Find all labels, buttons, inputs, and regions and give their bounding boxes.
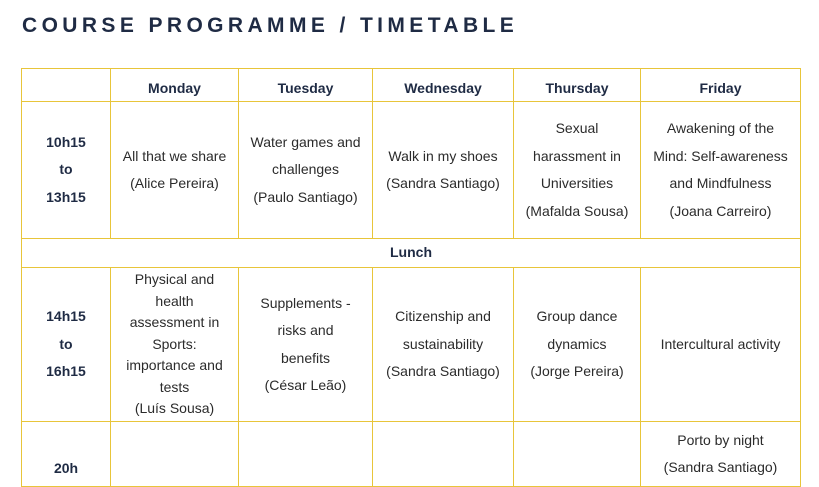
session-text-line: Intercultural activity — [660, 335, 781, 352]
day-header: Thursday — [514, 69, 641, 102]
session-text-line: Universities — [540, 175, 614, 191]
lunch-row — [22, 239, 801, 268]
session-cell — [111, 268, 239, 422]
afternoon-row — [22, 268, 801, 422]
session-cell — [373, 422, 514, 487]
session-text-line: health — [155, 292, 194, 309]
session-cell — [239, 268, 373, 422]
session-cell — [641, 268, 801, 422]
session-text-line: Physical and — [134, 271, 215, 288]
session-text-line: Sports: — [152, 335, 197, 352]
session-text-line: (Sandra Santiago) — [386, 175, 500, 191]
session-text-line: All that we share — [122, 147, 227, 164]
session-cell — [373, 102, 514, 239]
session-text-line: (Joana Carreiro) — [669, 202, 772, 219]
session-text-line: Sexual — [555, 120, 599, 136]
session-text-line: (Luís Sousa) — [134, 400, 215, 417]
session-cell — [514, 268, 641, 422]
corner-cell — [22, 69, 111, 102]
time-slot-morning — [22, 102, 111, 239]
evening-row — [22, 422, 801, 487]
session-cell — [239, 102, 373, 239]
session-text-line: benefits — [280, 349, 331, 366]
session-cell — [641, 102, 801, 239]
session-cell — [641, 422, 801, 487]
session-cell — [514, 102, 641, 239]
session-cell — [514, 422, 641, 487]
session-text-line: Group dance — [536, 308, 618, 325]
session-text-line: assessment in — [129, 314, 220, 331]
session-text-line: (Sandra Santiago) — [386, 363, 500, 380]
session-text-line: Awakening of the — [666, 120, 775, 136]
session-text-line: Mind: Self-awareness — [653, 147, 788, 164]
session-text-line: risks and — [277, 322, 334, 338]
time-separator: to — [59, 335, 73, 352]
session-text-line: (Jorge Pereira) — [530, 363, 624, 380]
time-separator: to — [59, 161, 73, 178]
session-text-line: Walk in my shoes — [388, 147, 498, 164]
session-text-line: (César Leão) — [264, 377, 347, 393]
timetable — [21, 68, 801, 487]
session-cell — [111, 102, 239, 239]
session-cell — [373, 268, 514, 422]
day-header: Wednesday — [373, 69, 514, 102]
session-text-line: (Paulo Santiago) — [253, 188, 358, 205]
lunch-cell: Lunch — [22, 239, 801, 268]
session-text-line: (Sandra Santiago) — [663, 459, 778, 475]
session-text-line: harassment in — [533, 147, 621, 164]
time-end: 16h15 — [46, 363, 86, 380]
session-text-line: importance and — [126, 357, 223, 374]
session-text-line: challenges — [272, 161, 339, 178]
morning-row — [22, 102, 801, 239]
session-text-line: Citizenship and — [395, 308, 491, 325]
day-header: Monday — [111, 69, 239, 102]
day-header: Tuesday — [239, 69, 373, 102]
time-slot-afternoon — [22, 268, 111, 422]
session-text-line: Porto by night — [677, 431, 764, 448]
time-start: 14h15 — [46, 308, 86, 325]
time-end: 13h15 — [46, 188, 86, 205]
page-title: COURSE PROGRAMME / TIMETABLE — [22, 14, 519, 37]
session-text-line: and Mindfulness — [669, 175, 772, 191]
session-text-line: dynamics — [547, 335, 607, 352]
time-slot-evening: 20h — [22, 422, 111, 487]
session-text-line: Supplements - — [260, 294, 351, 311]
session-cell — [239, 422, 373, 487]
session-text-line: tests — [159, 378, 190, 395]
session-text-line: (Alice Pereira) — [130, 175, 219, 191]
session-text-line: Water games and — [250, 133, 361, 150]
time-start: 10h15 — [46, 133, 86, 150]
header-row — [22, 69, 801, 102]
day-header: Friday — [641, 69, 801, 102]
session-text-line: (Mafalda Sousa) — [525, 202, 629, 219]
session-text-line: sustainability — [402, 335, 484, 352]
session-cell — [111, 422, 239, 487]
